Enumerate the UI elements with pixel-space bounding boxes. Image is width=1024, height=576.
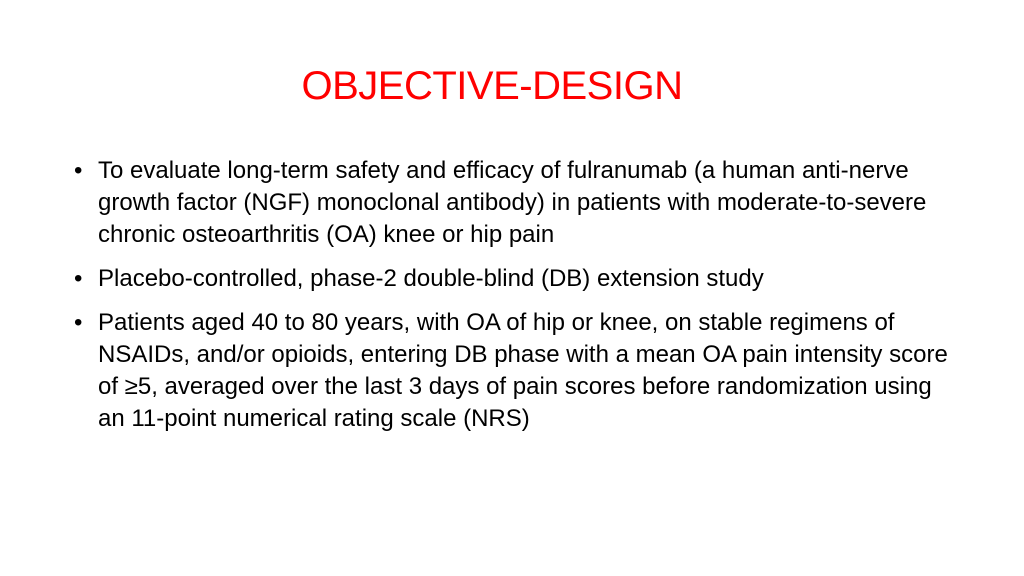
bullet-list bbox=[72, 155, 952, 447]
bullet-text: Placebo-controlled, phase-2 double-blind (DB) extension study bbox=[98, 265, 764, 292]
bullet-item-design bbox=[72, 263, 952, 295]
bullet-text: To evaluate long-term safety and efficacy of fulranumab (a human anti-nerve growth factor (NGF) monoclonal antibody) in patients with moderate-to-severe chronic osteoarthritis (OA) knee or hip pain bbox=[98, 157, 927, 248]
slide-title: OBJECTIVE-DESIGN bbox=[301, 64, 683, 108]
bullet-text: Patients aged 40 to 80 years, with OA of hip or knee, on stable regimens of NSAIDs, and/or opioids, entering DB phase with a mean OA pain intensity score of ≥5, averaged over the last 3 days of pain scores before randomization using an 11-point numerical rating scale (NRS) bbox=[98, 309, 948, 432]
bullet-marker: • bbox=[74, 309, 83, 336]
bullet-marker: • bbox=[74, 157, 83, 184]
bullet-item-objective bbox=[72, 155, 952, 251]
bullet-item-patients bbox=[72, 307, 952, 435]
bullet-marker: • bbox=[74, 265, 83, 292]
